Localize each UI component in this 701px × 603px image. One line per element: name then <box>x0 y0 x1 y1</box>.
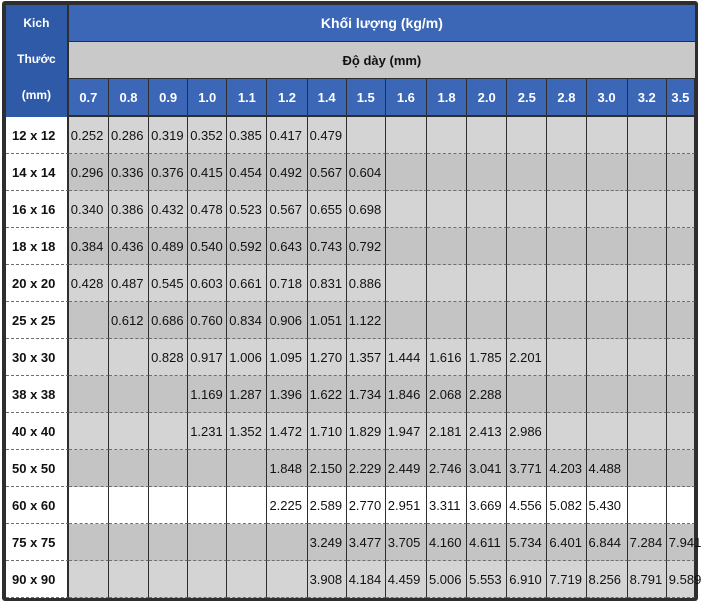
weight-cell <box>427 302 467 339</box>
weight-cell <box>109 413 149 450</box>
weight-cell: 0.831 <box>308 265 347 302</box>
row-size-label: 16 x 16 <box>6 191 69 228</box>
weight-cell: 1.270 <box>308 339 347 376</box>
weight-cell <box>587 228 628 265</box>
size-label-line-1: Kich <box>23 16 50 30</box>
weight-cell <box>69 302 109 339</box>
row-size-label: 18 x 18 <box>6 228 69 265</box>
weight-cell: 0.385 <box>227 117 267 154</box>
weight-cell: 1.616 <box>427 339 467 376</box>
weight-cell <box>628 339 667 376</box>
weight-cell <box>507 265 547 302</box>
weight-cell <box>386 228 427 265</box>
weight-cell: 6.401 <box>547 524 586 561</box>
weight-cell <box>628 154 667 191</box>
weight-cell: 0.384 <box>69 228 109 265</box>
weight-cell <box>628 450 667 487</box>
weight-cell <box>267 561 307 598</box>
thickness-header-cell: 1.5 <box>347 79 386 117</box>
weight-cell <box>467 302 507 339</box>
weight-cell: 5.734 <box>507 524 547 561</box>
thickness-header-row <box>6 79 695 117</box>
size-label-line-3: (mm) <box>21 88 52 102</box>
weight-cell: 0.432 <box>149 191 188 228</box>
weight-table-frame <box>2 1 701 601</box>
weight-cell <box>667 450 695 487</box>
weight-cell: 0.489 <box>149 228 188 265</box>
weight-cell <box>386 302 427 339</box>
weight-cell <box>386 117 427 154</box>
weight-cell: 0.286 <box>109 117 149 154</box>
weight-cell: 6.844 <box>587 524 628 561</box>
weight-cell <box>667 339 695 376</box>
weight-cell: 3.041 <box>467 450 507 487</box>
weight-cell <box>587 117 628 154</box>
thickness-header-cell: 0.7 <box>69 79 109 117</box>
weight-cell: 0.718 <box>267 265 307 302</box>
row-size-label: 75 x 75 <box>6 524 69 561</box>
weight-cell <box>227 561 267 598</box>
weight-cell: 2.986 <box>507 413 547 450</box>
weight-cell <box>227 524 267 561</box>
weight-cell: 5.430 <box>587 487 628 524</box>
weight-cell: 0.340 <box>69 191 109 228</box>
weight-cell: 0.655 <box>308 191 347 228</box>
weight-cell <box>109 524 149 561</box>
weight-cell <box>69 413 109 450</box>
weight-cell: 3.669 <box>467 487 507 524</box>
weight-cell: 2.068 <box>427 376 467 413</box>
weight-cell: 7.941 <box>667 524 695 561</box>
weight-cell: 2.181 <box>427 413 467 450</box>
table-row <box>6 154 695 191</box>
weight-cell: 0.906 <box>267 302 307 339</box>
weight-cell: 0.567 <box>267 191 307 228</box>
row-size-label: 20 x 20 <box>6 265 69 302</box>
weight-cell: 1.051 <box>308 302 347 339</box>
weight-cell: 2.225 <box>267 487 307 524</box>
weight-cell <box>188 487 227 524</box>
weight-cell <box>69 524 109 561</box>
weight-cell <box>267 524 307 561</box>
thickness-header-cell: 2.5 <box>507 79 547 117</box>
weight-cell: 0.540 <box>188 228 227 265</box>
weight-cell: 0.760 <box>188 302 227 339</box>
weight-cell: 0.252 <box>69 117 109 154</box>
table-row <box>6 450 695 487</box>
weight-cell: 0.828 <box>149 339 188 376</box>
thickness-header-cell: 3.5 <box>667 79 695 117</box>
weight-cell <box>386 191 427 228</box>
weight-cell: 1.352 <box>227 413 267 450</box>
weight-cell: 0.686 <box>149 302 188 339</box>
weight-cell <box>149 524 188 561</box>
weight-cell <box>628 265 667 302</box>
row-size-label: 60 x 60 <box>6 487 69 524</box>
weight-cell <box>467 228 507 265</box>
row-size-label: 25 x 25 <box>6 302 69 339</box>
table-row <box>6 524 695 561</box>
weight-cell: 1.006 <box>227 339 267 376</box>
weight-cell: 0.296 <box>69 154 109 191</box>
weight-cell: 0.479 <box>308 117 347 154</box>
weight-cell <box>69 561 109 598</box>
weight-cell <box>667 302 695 339</box>
weight-cell <box>227 487 267 524</box>
weight-cell <box>547 154 586 191</box>
weight-cell: 0.487 <box>109 265 149 302</box>
weight-cell <box>667 154 695 191</box>
weight-cell: 1.095 <box>267 339 307 376</box>
size-column-header <box>6 5 69 117</box>
weight-cell <box>109 339 149 376</box>
weight-cell: 2.951 <box>386 487 427 524</box>
weight-cell <box>628 302 667 339</box>
weight-cell: 1.785 <box>467 339 507 376</box>
weight-cell: 2.449 <box>386 450 427 487</box>
weight-cell: 1.444 <box>386 339 427 376</box>
weight-cell <box>667 376 695 413</box>
weight-cell <box>386 154 427 191</box>
weight-cell: 0.604 <box>347 154 386 191</box>
weight-cell <box>547 413 586 450</box>
weight-cell: 3.311 <box>427 487 467 524</box>
table-row <box>6 302 695 339</box>
weight-cell <box>149 376 188 413</box>
weight-cell: 8.791 <box>628 561 667 598</box>
weight-cell <box>149 413 188 450</box>
weight-cell: 0.336 <box>109 154 149 191</box>
weight-cell: 4.184 <box>347 561 386 598</box>
weight-cell: 0.743 <box>308 228 347 265</box>
weight-cell <box>587 191 628 228</box>
weight-cell: 0.478 <box>188 191 227 228</box>
weight-cell: 3.477 <box>347 524 386 561</box>
weight-cell: 0.612 <box>109 302 149 339</box>
weight-cell <box>507 191 547 228</box>
weight-cell <box>69 376 109 413</box>
weight-cell: 0.376 <box>149 154 188 191</box>
weight-cell <box>667 413 695 450</box>
weight-cell <box>109 561 149 598</box>
weight-cell: 5.553 <box>467 561 507 598</box>
weight-cell: 1.231 <box>188 413 227 450</box>
thickness-header-cell: 1.8 <box>427 79 467 117</box>
weight-cell <box>69 487 109 524</box>
thickness-header-cell: 0.8 <box>109 79 149 117</box>
weight-cell: 0.492 <box>267 154 307 191</box>
weight-cell: 0.592 <box>227 228 267 265</box>
weight-cell <box>69 450 109 487</box>
weight-cell <box>587 265 628 302</box>
weight-cell <box>507 302 547 339</box>
weight-cell: 3.908 <box>308 561 347 598</box>
weight-cell: 2.229 <box>347 450 386 487</box>
table-row <box>6 376 695 413</box>
weight-cell <box>386 265 427 302</box>
weight-cell <box>628 191 667 228</box>
weight-cell: 0.603 <box>188 265 227 302</box>
weight-cell: 0.698 <box>347 191 386 228</box>
weight-cell: 4.203 <box>547 450 586 487</box>
weight-cell: 3.705 <box>386 524 427 561</box>
weight-cell <box>587 376 628 413</box>
weight-cell <box>628 413 667 450</box>
weight-cell: 1.357 <box>347 339 386 376</box>
weight-cell: 0.352 <box>188 117 227 154</box>
weight-cell <box>227 450 267 487</box>
weight-cell: 2.770 <box>347 487 386 524</box>
row-size-label: 30 x 30 <box>6 339 69 376</box>
weight-cell: 4.459 <box>386 561 427 598</box>
weight-cell: 1.396 <box>267 376 307 413</box>
weight-cell: 0.567 <box>308 154 347 191</box>
weight-cell <box>667 265 695 302</box>
weight-cell <box>628 487 667 524</box>
weight-cell: 0.643 <box>267 228 307 265</box>
weight-table <box>6 5 701 598</box>
table-row <box>6 228 695 265</box>
weight-cell: 2.288 <box>467 376 507 413</box>
table-row <box>6 191 695 228</box>
weight-cell: 2.589 <box>308 487 347 524</box>
row-size-label: 90 x 90 <box>6 561 69 598</box>
weight-cell <box>188 524 227 561</box>
weight-cell <box>69 339 109 376</box>
weight-cell: 4.488 <box>587 450 628 487</box>
weight-cell: 5.006 <box>427 561 467 598</box>
table-row <box>6 339 695 376</box>
weight-cell <box>109 487 149 524</box>
weight-cell <box>628 228 667 265</box>
weight-cell: 6.910 <box>507 561 547 598</box>
weight-cell: 7.284 <box>628 524 667 561</box>
weight-cell <box>547 376 586 413</box>
table-row <box>6 561 695 598</box>
weight-cell <box>507 376 547 413</box>
weight-cell <box>587 302 628 339</box>
weight-cell: 3.771 <box>507 450 547 487</box>
weight-cell: 1.846 <box>386 376 427 413</box>
weight-cell <box>427 154 467 191</box>
weight-cell <box>149 561 188 598</box>
row-size-label: 38 x 38 <box>6 376 69 413</box>
weight-cell <box>667 487 695 524</box>
table-row <box>6 487 695 524</box>
thickness-header-cell: 2.0 <box>467 79 507 117</box>
weight-cell <box>667 117 695 154</box>
weight-cell <box>427 117 467 154</box>
weight-cell: 0.792 <box>347 228 386 265</box>
table-title: Khối lượng (kg/m) <box>69 5 695 42</box>
weight-cell <box>149 450 188 487</box>
weight-cell: 1.734 <box>347 376 386 413</box>
weight-cell <box>547 228 586 265</box>
thickness-header-cell: 1.4 <box>308 79 347 117</box>
thickness-header-cell: 3.2 <box>628 79 667 117</box>
weight-cell <box>188 561 227 598</box>
weight-cell: 0.545 <box>149 265 188 302</box>
thickness-header-cell: 0.9 <box>149 79 188 117</box>
weight-cell: 4.611 <box>467 524 507 561</box>
thickness-header-cell: 1.6 <box>386 79 427 117</box>
weight-cell <box>667 228 695 265</box>
weight-cell <box>547 191 586 228</box>
weight-cell: 2.201 <box>507 339 547 376</box>
weight-cell <box>467 191 507 228</box>
weight-cell <box>149 487 188 524</box>
weight-cell <box>587 154 628 191</box>
weight-cell <box>467 265 507 302</box>
weight-cell <box>507 154 547 191</box>
weight-cell: 7.719 <box>547 561 586 598</box>
weight-cell: 2.413 <box>467 413 507 450</box>
weight-cell: 1.472 <box>267 413 307 450</box>
weight-cell <box>347 117 386 154</box>
weight-cell: 1.947 <box>386 413 427 450</box>
weight-cell: 5.082 <box>547 487 586 524</box>
weight-cell: 8.256 <box>587 561 628 598</box>
weight-cell <box>587 339 628 376</box>
weight-cell: 4.160 <box>427 524 467 561</box>
row-size-label: 12 x 12 <box>6 117 69 154</box>
table-row <box>6 265 695 302</box>
weight-cell <box>188 450 227 487</box>
weight-cell <box>507 228 547 265</box>
weight-cell: 9.589 <box>667 561 695 598</box>
weight-cell <box>547 117 586 154</box>
weight-cell <box>547 265 586 302</box>
row-size-label: 14 x 14 <box>6 154 69 191</box>
weight-cell: 0.417 <box>267 117 307 154</box>
weight-cell: 1.829 <box>347 413 386 450</box>
weight-cell: 1.169 <box>188 376 227 413</box>
weight-cell: 0.415 <box>188 154 227 191</box>
weight-cell: 0.386 <box>109 191 149 228</box>
weight-cell <box>507 117 547 154</box>
row-size-label: 50 x 50 <box>6 450 69 487</box>
weight-cell: 1.848 <box>267 450 307 487</box>
weight-cell: 0.454 <box>227 154 267 191</box>
thickness-header-cell: 3.0 <box>587 79 628 117</box>
weight-cell <box>427 228 467 265</box>
table-body <box>6 117 701 598</box>
weight-cell <box>547 339 586 376</box>
weight-cell: 0.834 <box>227 302 267 339</box>
weight-cell <box>109 450 149 487</box>
weight-cell: 2.150 <box>308 450 347 487</box>
weight-cell <box>667 191 695 228</box>
weight-cell: 4.556 <box>507 487 547 524</box>
weight-cell: 2.746 <box>427 450 467 487</box>
table-row <box>6 413 695 450</box>
weight-cell: 0.917 <box>188 339 227 376</box>
weight-cell: 1.287 <box>227 376 267 413</box>
thickness-header-cell: 2.8 <box>547 79 586 117</box>
weight-cell: 0.886 <box>347 265 386 302</box>
thickness-subtitle: Độ dày (mm) <box>69 42 695 79</box>
size-label-line-2: Thước <box>17 52 56 66</box>
weight-cell <box>109 376 149 413</box>
weight-cell <box>547 302 586 339</box>
weight-cell: 0.436 <box>109 228 149 265</box>
thickness-header-cell: 1.0 <box>188 79 227 117</box>
weight-cell <box>467 154 507 191</box>
weight-cell <box>467 117 507 154</box>
weight-cell <box>628 117 667 154</box>
weight-cell: 0.428 <box>69 265 109 302</box>
table-row <box>6 117 695 154</box>
row-size-label: 40 x 40 <box>6 413 69 450</box>
weight-cell <box>427 191 467 228</box>
weight-cell: 0.523 <box>227 191 267 228</box>
weight-cell: 3.249 <box>308 524 347 561</box>
weight-cell <box>587 413 628 450</box>
weight-cell <box>628 376 667 413</box>
weight-cell: 1.122 <box>347 302 386 339</box>
thickness-header-cell: 1.2 <box>267 79 307 117</box>
thickness-header-cell: 1.1 <box>227 79 267 117</box>
weight-cell: 0.661 <box>227 265 267 302</box>
weight-cell: 1.622 <box>308 376 347 413</box>
weight-cell: 1.710 <box>308 413 347 450</box>
weight-cell <box>427 265 467 302</box>
weight-cell: 0.319 <box>149 117 188 154</box>
